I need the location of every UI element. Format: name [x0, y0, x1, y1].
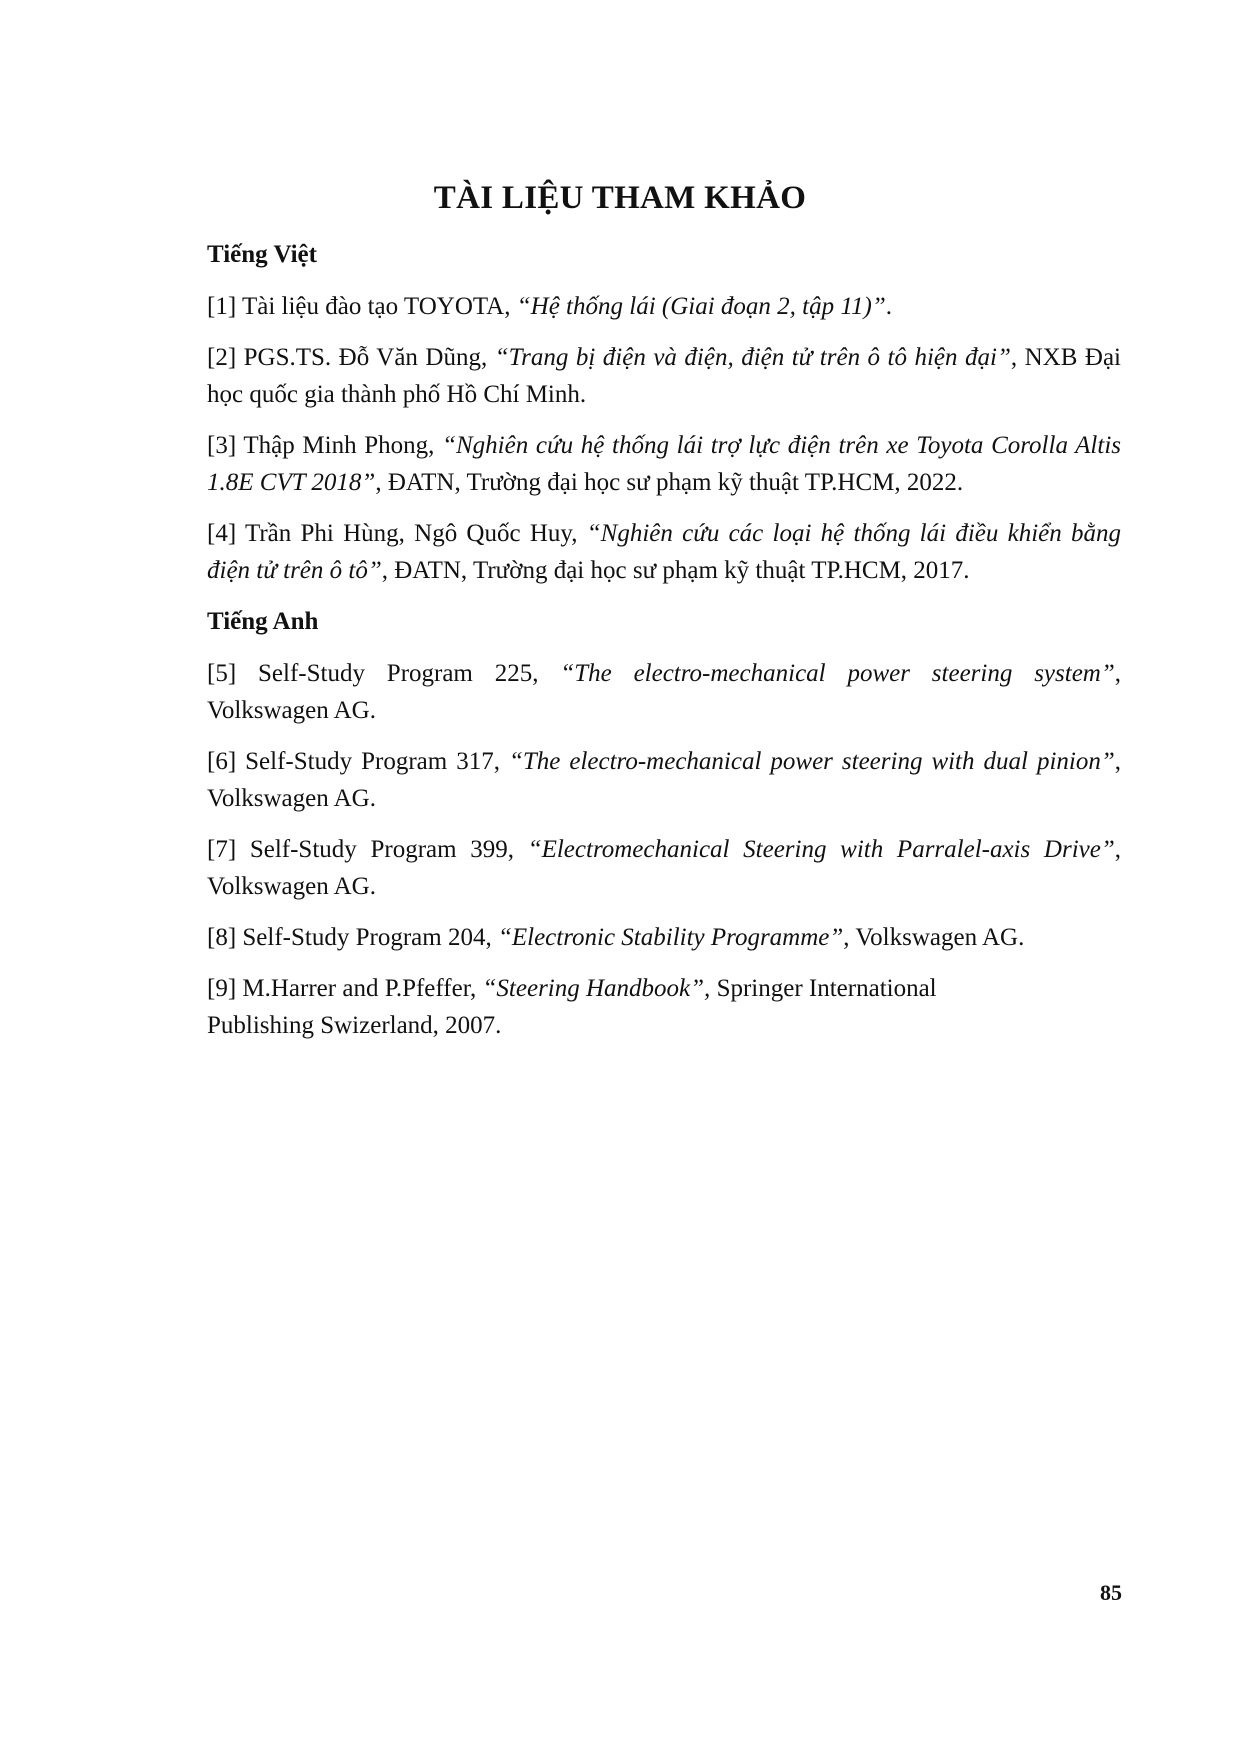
references-content — [207, 236, 1121, 1058]
reference-7-title: “Electromechanical Steering with Parralel-axis Drive” — [527, 836, 1115, 863]
reference-9 — [207, 970, 1121, 1044]
reference-7 — [207, 831, 1121, 905]
reference-4-title: “Nghiên cứu các loại hệ thống lái điều khiển bằng điện tử trên ô tô” — [207, 520, 1121, 584]
reference-5-authors: [5] Self-Study Program 225, — [207, 660, 561, 687]
reference-7-authors: [7] Self-Study Program 399, — [207, 836, 528, 863]
reference-9-authors: [9] M.Harrer and P.Pfeffer, — [207, 975, 483, 1002]
reference-8-authors: [8] Self-Study Program 204, — [207, 924, 498, 951]
reference-7-details: , Volkswagen AG. — [207, 836, 1121, 900]
reference-3 — [207, 427, 1121, 501]
reference-4-details: , ĐATN, Trường đại học sư phạm kỹ thuật TP.HCM, 2017. — [381, 557, 970, 584]
reference-4-authors: [4] Trần Phi Hùng, Ngô Quốc Huy, — [207, 520, 587, 547]
reference-9-publisher: Springer International — [710, 975, 937, 1002]
reference-4 — [207, 515, 1121, 589]
reference-2-title: “Trang bị điện và điện, điện tử trên ô tô hiện đại” — [494, 344, 1011, 371]
reference-3-title: “Nghiên cứu hệ thống lái trợ lực điện trên xe Toyota Corolla Altis 1.8E CVT 2018” — [207, 432, 1121, 496]
reference-1-title: “Hệ thống lái (Giai đoạn 2, tập 11)” — [516, 293, 886, 320]
reference-1-authors: [1] Tài liệu đào tạo TOYOTA, — [207, 293, 517, 320]
reference-1 — [207, 288, 1121, 325]
reference-3-authors: [3] Thập Minh Phong, — [207, 432, 443, 459]
reference-6-details: , Volkswagen AG. — [207, 748, 1121, 812]
reference-3-details: , ĐATN, Trường đại học sư phạm kỹ thuật TP.HCM, 2022. — [375, 469, 964, 496]
section-heading-vietnamese: Tiếng Việt — [207, 241, 317, 268]
page-number: 85 — [1100, 1580, 1122, 1605]
reference-2-authors: [2] PGS.TS. Đỗ Văn Dũng, — [207, 344, 495, 371]
section-heading-english: Tiếng Anh — [207, 608, 319, 635]
reference-6 — [207, 743, 1121, 817]
page-title: TÀI LIỆU THAM KHẢO — [433, 180, 807, 216]
reference-8 — [207, 919, 1121, 956]
reference-5-title: “The electro-mechanical power steering system” — [560, 660, 1115, 687]
reference-5 — [207, 655, 1121, 729]
reference-1-details: . — [885, 293, 892, 320]
reference-9-title: “Steering Handbook”, — [482, 975, 711, 1002]
reference-8-details: , Volkswagen AG. — [843, 924, 1025, 951]
reference-6-title: “The electro-mechanical power steering with dual pinion” — [508, 748, 1115, 775]
reference-2 — [207, 339, 1121, 413]
reference-5-details: , Volkswagen AG. — [207, 660, 1121, 724]
reference-6-authors: [6] Self-Study Program 317, — [207, 748, 509, 775]
reference-9-details: Publishing Swizerland, 2007. — [207, 1012, 502, 1039]
reference-8-title: “Electronic Stability Programme” — [497, 924, 844, 951]
reference-2-details: , NXB Đại học quốc gia thành phố Hồ Chí Minh. — [207, 344, 1121, 408]
